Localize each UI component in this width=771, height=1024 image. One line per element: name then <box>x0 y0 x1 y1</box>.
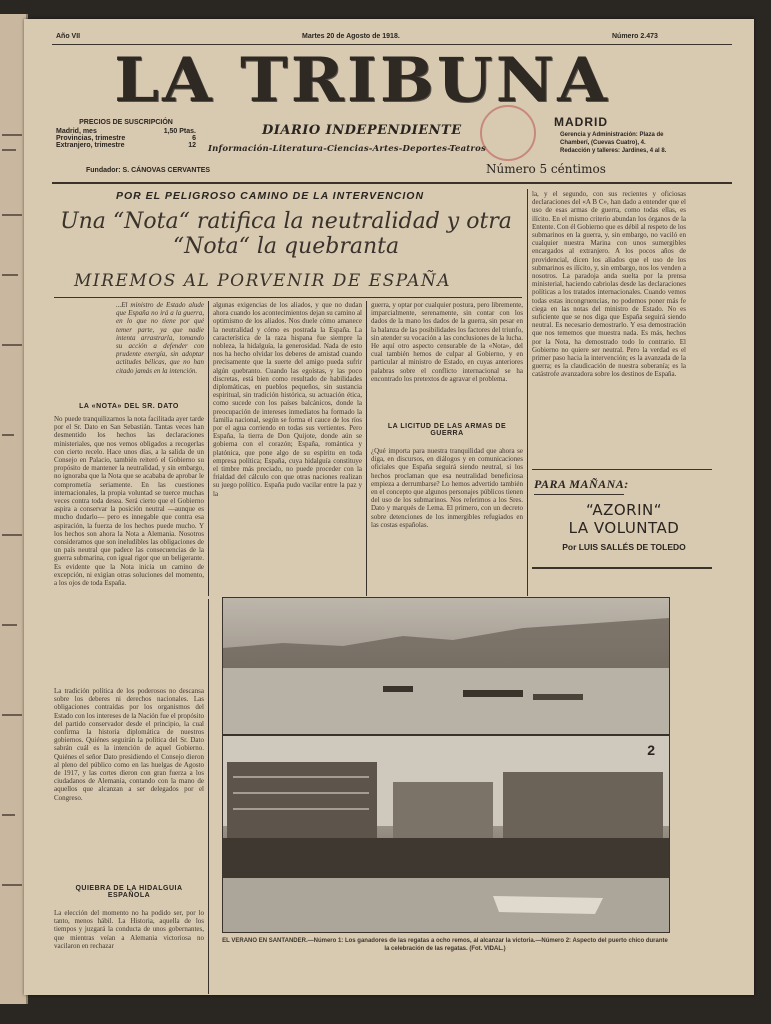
story-column-3b: ¿Qué importa para nuestra tranquilidad que ahora se diga, en discursos, en diálogos y en comunicaciones oficiales que España seguirá siendo neutral, si los hechos proclaman que esa neutralidad beneficiosa empieza a derrumbarse? Lo hemos advertido también en el concepto que algunos personajes públicos tienen del uso de los submarinos. Nos referimos a los Sres. Dato y marqués de Lema. El primero, con un decreto sobre detenciones de los inmergibles refugiados en las costas españolas. <box>371 447 523 529</box>
price-label: Número 5 céntimos <box>486 162 606 176</box>
photo-santander-harbour <box>222 735 670 933</box>
issue-date: Martes 20 de Agosto de 1918. <box>302 33 400 40</box>
headline-line: “Nota“ la quebranta <box>172 234 400 259</box>
tomorrow-title-1: “AZORIN“ <box>585 501 663 519</box>
founder-line: Fundador: S. CÁNOVAS CERVANTES <box>86 167 211 174</box>
subscription-title: PRECIOS DE SUSCRIPCIÓN <box>79 119 173 126</box>
subhead-hidalguia: QUIEBRA DE LA HIDALGUIA ESPAÑOLA <box>75 885 183 899</box>
story-column-1b: La tradición política de los poderosos no descansa sobre los deberes ni derechos nacionales. Las obligaciones contraídas por los organismos del Estado con los intereses de la Nación fue el propósito del partido conservador desde el principio, la cual confirma la historia diplomática de nuestros gobiernos. Quiénes seguirán la política del Sr. Dato sabrán cuál es la intención de aquel Gobierno. Quiénes el señor Dato presidiendo el Consejo dieron al pleno del público como en las huelgas de Agosto de 1917, y las cortes dieron con gran fuerza a los ciudadanos de Alemania, contando con la mano de aquellos que alcanzan a ser delegados por el Congreso. <box>54 687 204 802</box>
subscription-box <box>56 119 196 149</box>
story-headline <box>46 209 526 259</box>
story-column-1: No puede tranquilizarnos la nota facilitada ayer tarde por el Sr. Dato en San Sebastián. Tantas veces han desmentido los hechos las declaraciones ministeriales, que nos vemos obligados a recogerlas con cierto recelo. Hace unos días, a la salida de un Consejo en Palacio, también reiteró el Gobierno su propósito de mantener la neutralidad, y sin embargo, no ignoraba que la Nota que se acababa de aprobar le comprometía seriamente. En las cuestiones internacionales, la propia voluntad se tuerce muchas veces contra toda desea. Será cierto que el Gobierno aspira a conservar la posición neutral —aunque es mucho dudarlo— pero es innegable que contra esa aspiración, la fuerza de los hechos puede mucho. Y los hechos son ahora la Nota a Alemania. Nosotros consideramos que son ineludibles las obligaciones de un país neutral que padece las consecuencias de la guerra submarina, con igual rigor que un beligerante. Es evidente que la Nota inicia un camino de excepción, ni exigían otras soluciones del momento, a los ojos de toda España. <box>54 415 204 588</box>
library-stamp <box>480 105 536 161</box>
address-box <box>560 131 740 155</box>
masthead-subtitle: DIARIO INDEPENDIENTE <box>262 123 462 138</box>
year-label: Año VII <box>56 33 81 40</box>
photo-regatta-boats <box>222 597 670 735</box>
masthead-sections: Información-Literatura-Ciencias-Artes-Deportes-Teatros <box>208 144 486 154</box>
newspaper-page <box>24 19 754 995</box>
tomorrow-label: PARA MAÑANA: <box>534 477 629 491</box>
issue-number: Número 2.473 <box>612 33 658 40</box>
subhead-armas-guerra: LA LICITUD DE LAS ARMAS DE GUERRA <box>387 423 507 437</box>
story-column-2: algunas exigencias de los aliados, y que no dudan ahora cuando los acontecimientos dejan su camino al optimismo de los aliados. Nos duele cómo amanece la neutralidad y cómo es postrada la España. La característica de la raza hispana fue siempre la nobleza, la hidalguía, la generosidad. Nada de esto nos ha hecho olvidar los deberes de amistad cuando precisamente que la suerte del amigo pueda sufrir algún quebranto. Cuando las egoístas, y las poco discretas, está bien como resultado de habilidades diplomáticas, en pueblos pequeños, sin sustancia espiritual, sin tradición histórica, su actuación ética, como sucede con los países balcánicos, donde la preocupación de intereses inmediatos ha formado la familia nacional, según se forma el cauce de los ríos por el agua corriendo en todas sus vertientes. Pero España, la tierra de Don Quijote, donde aún se gobierna con el corazón; España, romántica y platónica, que pone algo de su espíritu en toda empresa política; España, cuya hidalguía constituye el timbre más preciado, no puede proceder con la frialdad del cálculo con que otras naciones realizan su juego político. España pudo vacilar entre la paz y la <box>213 301 362 498</box>
story-column-4: la, y el segundo, con sus recientes y oficiosas declaraciones del «A B C», han dado a entender que el uso de esas armas de guerra, como todas ellas, es ilícito. En el mismo criterio abundan los órganos de la Entente. Con él Gobierno que es débil al respeto de los submarinos en la guerra, y, sin embargo, no vaciló en cualquier nuestra Marina con unos sumergibles encargados al extranjero. A los pocos años de providencial, dicen los aliados que el uso de los submarinos es ilícito, y, sin embargo, nos los venden a nosotros. La paradoja anda suelta por la prensa ministerial, haciendo cabriolas desde las declaraciones políticas a los tratados internacionales. Cuando vemos todas estas incongruencias, no podemos poner más fe ciega en las notas del ministro de Estado. No es suficiente que se nos diga que España seguirá siendo neutral. Es necesario demostrarlo. Y esa demostración que nos tememos que muestra nada. Es más, hechos por la Nota, ha demostrado todo lo contrario. El Gobierno no quiere ser neutral. Pero la verdad es el primer paso hacia la intervención; es la avanzada de la guerra; es la claudicación de nuestra soberanía; es la catástrofe avanzadora sobre los destinos de España. <box>532 190 686 379</box>
masthead-city: MADRID <box>554 115 608 129</box>
address-line: Redacción y talleres: Jardines, 4 al 8. <box>560 148 667 154</box>
subscription-row: Extranjero, trimestre 12 <box>56 142 196 149</box>
story-kicker: POR EL PELIGROSO CAMINO DE LA INTERVENCION <box>116 190 425 202</box>
story-column-1c: La elección del momento no ha podido ser, por lo tanto, menos hábil. La Historia, aquella de los tiempos y juzgará la conducta de unos gobernantes, que mientras veían a Alemania victoriosa no vacilaron en rechazar <box>54 909 204 950</box>
address-line: Chamberí, (Cuevas Cuatro), 4. <box>560 140 646 146</box>
tomorrow-author: Por LUIS SALLÉS DE TOLEDO <box>562 542 686 552</box>
headline-line: Una “Nota“ ratifica la neutralidad y otra <box>60 209 512 234</box>
subscription-row: Provincias, trimestre 6 <box>56 135 196 142</box>
story-deck: MIREMOS AL PORVENIR DE ESPAÑA <box>74 271 452 291</box>
subhead-nota-dato: LA «NOTA» DEL SR. DATO <box>79 403 179 410</box>
photo-caption: EL VERANO EN SANTANDER.—Número 1: Los ganadores de las regatas a ocho remos, al alcanzar la victoria.—Número 2: Aspecto del puerto chico durante la celebración de las regatas. (Fot. VIDAL.) <box>222 938 668 952</box>
story-column-3: guerra, y optar por cualquier postura, pero libremente, imparcialmente, serenamente, sin contar con los dados de la mano los dados de la guerra, sin pesar en la balanza de las posibilidades los factores del triunfo, sin atender su vocación a las conclusiones de la lucha. He aquí otro aspecto censurable de la «Nota», del cual también hemos de culpar al Gobierno, y en particular al ministro de Estado, en cuyas anteriores palabras sobre el conflicto internacional se ha encontrado los pretextos de agravar el problema. <box>371 301 523 383</box>
masthead-title: LA TRIBUNA <box>114 44 610 117</box>
photo-number-label: 2 <box>647 742 655 758</box>
story-epigraph: ...El ministro de Estado alude que España no irá a la guerra, en lo que no tiene por qué temer parte, ya que nadie intenta arrastrarla, tomando su acción a defender con prudente energía, sin adoptar actitudes bélicas, que no han citado jamás en la intención. <box>116 301 204 375</box>
tomorrow-title-2: LA VOLUNTAD <box>568 519 680 537</box>
subscription-row: Madrid, mes 1,50 Ptas. <box>56 128 196 135</box>
address-line: Gerencia y Administración: Plaza de <box>560 132 664 138</box>
